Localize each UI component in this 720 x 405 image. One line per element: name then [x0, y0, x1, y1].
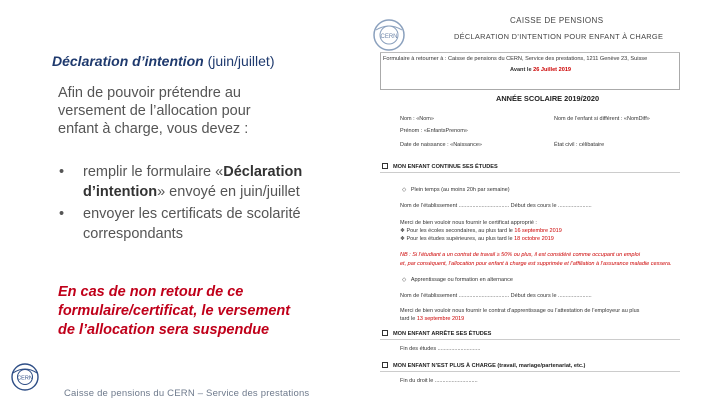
section-arrete-etudes: MON ENFANT ARRÊTE SES ÉTUDES — [382, 330, 491, 337]
section-plus-a-charge: MON ENFANT N’EST PLUS À CHARGE (travail, mariage/partenariat, etc.) — [382, 362, 585, 369]
svg-text:CERN: CERN — [17, 375, 33, 382]
requirements-list — [58, 162, 318, 246]
intro-text: Afin de pouvoir prétendre au versement de l’allocation pour enfant à charge, vous devez : — [58, 85, 251, 137]
section-continue-etudes: MON ENFANT CONTINUE SES ÉTUDES — [382, 163, 498, 170]
checkbox-icon — [382, 163, 388, 169]
field-etat-civil: État civil : célibataire — [554, 142, 605, 148]
form-header-org: CAISSE DE PENSIONS — [510, 16, 604, 25]
svg-text:CERN: CERN — [380, 34, 398, 40]
slide-title: Déclaration d’intention (juin/juillet) — [52, 53, 275, 69]
field-prenom: Prénom : «EnfantsPrenom» — [400, 128, 468, 134]
nb-note: NB : Si l’étudiant a un contrat de travail ≥ 50% ou plus, il est considéré comme occupant un emploi — [400, 252, 640, 258]
footer-text: Caisse de pensions du CERN – Service des prestations — [64, 388, 310, 399]
warning-text: En cas de non retour de ce formulaire/certificat, le versement de l’allocation sera suspendue — [58, 284, 291, 338]
option-plein-temps: ◇ Plein temps (au moins 20h par semaine) — [402, 187, 510, 193]
checkbox-icon — [382, 362, 388, 368]
form-return-address: Formulaire à retourner à : Caisse de pensions du CERN, Service des prestations, 1211 Genève 23, Suisse — [383, 56, 648, 62]
form-header-title: DÉCLARATION D’INTENTION POUR ENFANT À CHARGE — [454, 32, 664, 41]
checkbox-icon — [382, 330, 388, 336]
field-naissance: Date de naissance : «Naissance» — [400, 142, 482, 148]
form-return-deadline: Avant le 26 Juillet 2019 — [510, 67, 572, 73]
list-item: • remplir le formulaire «Déclaration d’intention» envoyé en juin/juillet — [58, 162, 318, 202]
list-item: • envoyer les certificats de scolarité correspondants — [58, 204, 318, 244]
school-year-title: ANNÉE SCOLAIRE 2019/2020 — [496, 94, 600, 103]
option-apprentissage: ◇ Apprentissage ou formation en alternance — [402, 277, 513, 283]
form-preview: CAISSE DE PENSIONS DÉCLARATION D’INTENTION POUR ENFANT À CHARGE Formulaire à retourner à : Caisse de pensions du CERN, Service des prestations, 1211 Genève 23, Suisse Avant le 26 Juillet 2019 ANNÉE SCOLAIRE 2019/2020 Nom : «Nom» Nom de l’enfant si différent : «NomDiff» Prénom : «EnfantsPrenom» Date de naissance : «Naissance» État civil : célibataire MON ENFANT CONTINUE SES ÉTUDES ◇ Plein temps (au moins 20h par semaine) Nom de l’établissement ................................. Début des cours le ...................... Merci de bien vouloir nous fournir le certificat approprié : ❖ Pour les écoles secondaires, au plus tard le 16 septembre 2019 ❖ Pour les études supérieures, au plus tard le 18 octobre 2019 NB : Si l’étudiant a un contrat de travail ≥ 50% ou plus, il est considéré comme occupant un emploi et, par conséquent, l’allocation pour enfant à charge est supprimée et l’affiliation à l’assurance maladie cessera. ◇ Apprentissage ou formation en alternance Nom de l’établissement ................................. Début des cours le ...................... Merci de bien vouloir nous fournir le contrat d’apprentissage ou l’attestation de l’employeur au plus tard le 13 septembre 2019 MON ENFANT ARRÊTE SES ÉTUDES Fin des études ............................ MON ENFANT N’EST PLUS À CHARGE (travail, mariage/partenariat, etc.) Fin du droit le ............................ — [380, 12, 680, 405]
cern-logo — [10, 362, 40, 392]
field-nom: Nom : «Nom» — [400, 116, 434, 122]
field-nom-enfant: Nom de l’enfant si différent : «NomDiff» — [554, 116, 650, 122]
